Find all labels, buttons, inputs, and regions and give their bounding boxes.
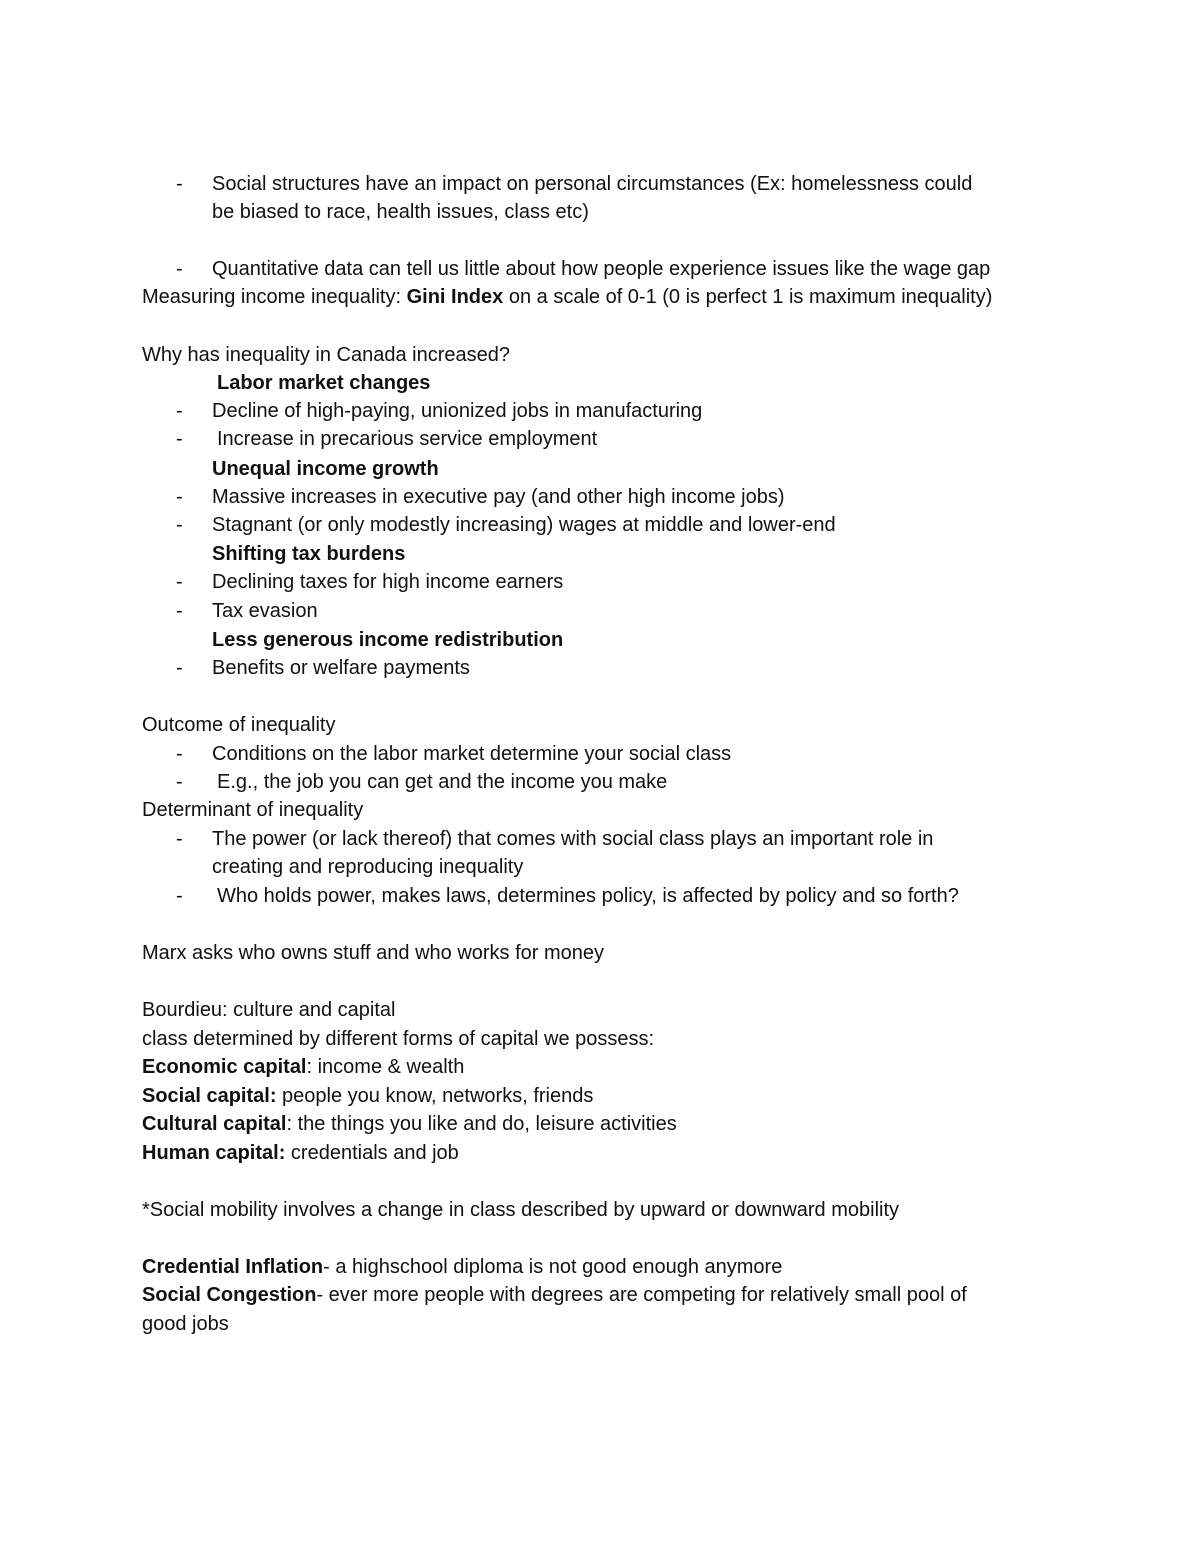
capital-line bbox=[142, 1139, 459, 1167]
capital-line bbox=[142, 1053, 464, 1081]
congestion-continuation: good jobs bbox=[142, 1313, 229, 1335]
bullet-dash: - bbox=[176, 885, 183, 907]
section-heading: Unequal income growth bbox=[212, 458, 439, 480]
outcome-heading: Outcome of inequality bbox=[142, 714, 336, 736]
bullet-dash: - bbox=[176, 771, 183, 793]
section-heading: Less generous income redistribution bbox=[212, 629, 564, 651]
bullet-dash: - bbox=[176, 828, 183, 850]
gini-line bbox=[142, 283, 992, 311]
bullet-text: Decline of high-paying, unionized jobs in manufacturing bbox=[212, 400, 703, 422]
bullet-text: Stagnant (or only modestly increasing) wages at middle and lower-end bbox=[212, 514, 836, 536]
bullet-dash: - bbox=[176, 743, 183, 765]
gini-suffix: on a scale of 0-1 (0 is perfect 1 is maximum inequality) bbox=[503, 286, 993, 308]
congestion-desc: - ever more people with degrees are competing for relatively small pool of bbox=[316, 1284, 967, 1306]
gini-prefix: Measuring income inequality: bbox=[142, 286, 407, 308]
bullet-text: Social structures have an impact on personal circumstances (Ex: homelessness could bbox=[212, 173, 973, 195]
credential-term: Credential Inflation bbox=[142, 1256, 324, 1278]
section-heading: Shifting tax burdens bbox=[212, 543, 406, 565]
bullet-text: Declining taxes for high income earners bbox=[212, 571, 564, 593]
why-question: Why has inequality in Canada increased? bbox=[142, 344, 510, 366]
bullet-text: Benefits or welfare payments bbox=[212, 657, 470, 679]
bullet-dash: - bbox=[176, 428, 183, 450]
bullet-dash: - bbox=[176, 258, 183, 280]
bullet-dash: - bbox=[176, 486, 183, 508]
capital-desc: people you know, networks, friends bbox=[276, 1085, 594, 1107]
bullet-dash: - bbox=[176, 514, 183, 536]
determinant-heading: Determinant of inequality bbox=[142, 799, 364, 821]
bourdieu-intro: class determined by different forms of capital we possess: bbox=[142, 1028, 655, 1050]
credential-desc: - a highschool diploma is not good enough anymore bbox=[323, 1256, 783, 1278]
capital-desc: : the things you like and do, leisure activities bbox=[286, 1113, 677, 1135]
bullet-text: Tax evasion bbox=[212, 600, 318, 622]
capital-term: Cultural capital bbox=[142, 1113, 287, 1135]
marx-line: Marx asks who owns stuff and who works for money bbox=[142, 942, 605, 964]
capital-term: Social capital: bbox=[142, 1085, 277, 1107]
bullet-dash: - bbox=[176, 400, 183, 422]
congestion-term: Social Congestion bbox=[142, 1284, 317, 1306]
bullet-text: E.g., the job you can get and the income you make bbox=[217, 771, 668, 793]
congestion-line bbox=[142, 1281, 967, 1309]
bourdieu-title: Bourdieu: culture and capital bbox=[142, 999, 396, 1021]
capital-term: Economic capital bbox=[142, 1056, 307, 1078]
bullet-dash: - bbox=[176, 571, 183, 593]
bullet-dash: - bbox=[176, 173, 183, 195]
bullet-text-continuation: creating and reproducing inequality bbox=[212, 856, 524, 878]
bullet-text: Conditions on the labor market determine your social class bbox=[212, 743, 732, 765]
bullet-text: Increase in precarious service employment bbox=[217, 428, 598, 450]
credential-line bbox=[142, 1253, 782, 1281]
bullet-text: The power (or lack thereof) that comes with social class plays an important role in bbox=[212, 828, 934, 850]
capital-desc: credentials and job bbox=[285, 1142, 459, 1164]
bullet-text-continuation: be biased to race, health issues, class etc) bbox=[212, 201, 589, 223]
bullet-text: Massive increases in executive pay (and other high income jobs) bbox=[212, 486, 785, 508]
section-heading: Labor market changes bbox=[217, 372, 431, 394]
bullet-dash: - bbox=[176, 600, 183, 622]
capital-desc: : income & wealth bbox=[306, 1056, 465, 1078]
bullet-text: Who holds power, makes laws, determines policy, is affected by policy and so forth? bbox=[217, 885, 959, 907]
gini-term: Gini Index bbox=[406, 286, 504, 308]
capital-term: Human capital: bbox=[142, 1142, 286, 1164]
bullet-text: Quantitative data can tell us little about how people experience issues like the wage gap bbox=[212, 258, 991, 280]
capital-line bbox=[142, 1082, 593, 1110]
bullet-dash: - bbox=[176, 657, 183, 679]
mobility-note: *Social mobility involves a change in class described by upward or downward mobility bbox=[142, 1199, 900, 1221]
capital-line bbox=[142, 1110, 677, 1138]
